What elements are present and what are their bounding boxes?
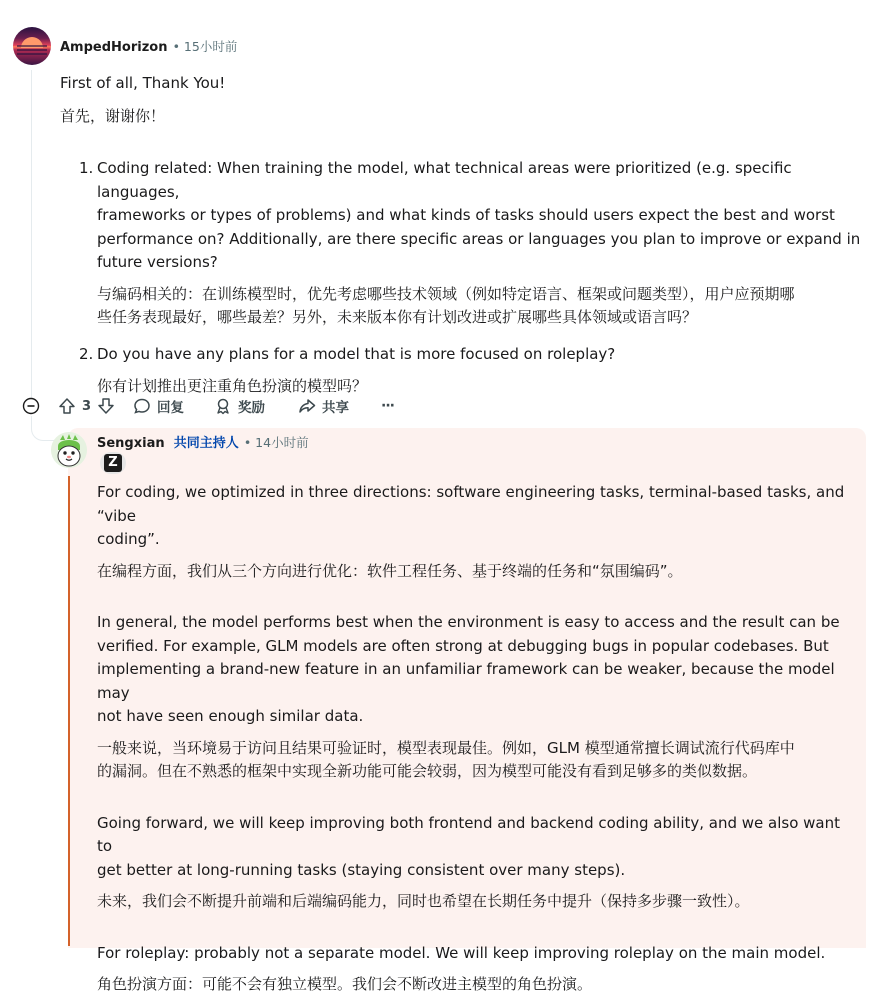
reply-body bbox=[97, 481, 857, 997]
text-line: get better at long-running tasks (staying consistent over many steps). bbox=[97, 860, 626, 879]
text-line: coding”. bbox=[97, 530, 160, 548]
question-en-line: future versions? bbox=[97, 253, 218, 271]
paragraph bbox=[97, 481, 857, 552]
reply-label: 回复 bbox=[157, 400, 185, 416]
text-line: 在编程方面，我们从三个方向进行优化：软件工程任务、基于终端的任务和“氛围编码”。 bbox=[97, 561, 683, 580]
list-item bbox=[79, 343, 869, 399]
thread-line[interactable] bbox=[68, 476, 70, 946]
text-line: verified. For example, GLM models are often strong at debugging bugs in popular codebases. But bbox=[97, 636, 829, 655]
author-name[interactable]: Sengxian bbox=[97, 436, 165, 451]
award-label: 奖励 bbox=[238, 400, 266, 416]
question-en-line: Coding related: When training the model, what technical areas were prioritized (e.g. specific languages, bbox=[97, 159, 792, 201]
moderator-badge: 共同主持人 bbox=[173, 436, 239, 451]
thread-line[interactable] bbox=[31, 70, 32, 398]
text-line: 一般来说，当环境易于访问且结果可验证时，模型表现最佳。例如，GLM 模型通常擅长调试流行代码库中 bbox=[97, 738, 795, 757]
comment-header bbox=[97, 432, 309, 451]
question-zh-line: 你有计划推出更注重角色扮演的模型吗？ bbox=[97, 377, 368, 395]
downvote-icon[interactable] bbox=[97, 397, 115, 415]
text-line: For roleplay: probably not a separate model. We will keep improving roleplay on the main model. bbox=[97, 943, 826, 962]
author-name[interactable]: AmpedHorizon bbox=[60, 40, 168, 55]
question-en-line: performance on? Additionally, are there specific areas or languages you plan to improve or expand in bbox=[97, 229, 861, 248]
question-en-line: Do you have any plans for a model that is more focused on roleplay? bbox=[97, 344, 616, 363]
z-logo-icon: Z bbox=[104, 454, 122, 472]
share-icon bbox=[298, 397, 316, 415]
list-item bbox=[79, 157, 869, 330]
intro-zh: 首先，谢谢你！ bbox=[60, 106, 166, 125]
comment-time[interactable]: 15小时前 bbox=[183, 39, 238, 54]
paragraph bbox=[97, 611, 857, 729]
question-en-line: frameworks or types of problems) and what kinds of tasks should users expect the best and worst bbox=[97, 206, 835, 224]
collapse-icon[interactable] bbox=[22, 397, 40, 415]
award-button[interactable] bbox=[214, 396, 265, 416]
text-line: Going forward, we will keep improving both frontend and backend coding ability, and we also want to bbox=[97, 813, 840, 855]
text-line: In general, the model performs best when the environment is easy to access and the result can be bbox=[97, 613, 840, 631]
question-zh-line: 与编码相关的：在训练模型时，优先考虑哪些技术领域（例如特定语言、框架或问题类型），用户应预期哪 bbox=[97, 284, 795, 303]
share-label: 共享 bbox=[322, 400, 350, 416]
upvote-icon[interactable] bbox=[58, 397, 76, 415]
text-line: not have seen enough similar data. bbox=[97, 707, 364, 725]
paragraph bbox=[97, 812, 857, 883]
more-options-button[interactable]: ··· bbox=[381, 398, 395, 414]
text-line: 的漏洞。但在不熟悉的框架中实现全新功能可能会较弱，因为模型可能没有看到足够多的类似数据。 bbox=[97, 762, 758, 780]
text-line: implementing a brand-new feature in an unfamiliar framework can be weaker, because the model may bbox=[97, 660, 835, 702]
award-icon bbox=[214, 397, 232, 415]
comment-body bbox=[60, 72, 860, 128]
list-number: 2. bbox=[79, 344, 94, 363]
paragraph bbox=[97, 737, 857, 784]
text-line: For coding, we optimized in three directions: software engineering tasks, terminal-based tasks, and “vibe bbox=[97, 483, 845, 525]
paragraph bbox=[97, 973, 857, 997]
text-line: 角色扮演方面：可能不会有独立模型。我们会不断改进主模型的角色扮演。 bbox=[97, 975, 593, 993]
paragraph bbox=[97, 890, 857, 914]
comment-time[interactable]: 14小时前 bbox=[255, 435, 309, 450]
avatar[interactable] bbox=[13, 27, 51, 65]
text-line: 未来，我们会不断提升前端和后端编码能力，同时也希望在长期任务中提升（保持多步骤一致性）。 bbox=[97, 892, 750, 910]
avatar[interactable] bbox=[51, 432, 87, 468]
share-button[interactable] bbox=[298, 396, 349, 416]
meta-separator: • bbox=[243, 435, 256, 450]
vote-group bbox=[58, 397, 115, 415]
paragraph bbox=[97, 560, 857, 584]
intro-en: First of all, Thank You! bbox=[60, 74, 226, 92]
question-zh-line: 些任务表现最好，哪些最差？另外，未来版本你有计划改进或扩展哪些具体领域或语言吗？ bbox=[97, 308, 698, 326]
list-number: 1. bbox=[79, 159, 94, 177]
meta-separator: • bbox=[172, 39, 184, 54]
paragraph bbox=[97, 942, 857, 966]
action-bar bbox=[22, 395, 394, 417]
reply-button[interactable] bbox=[133, 396, 184, 416]
comment-icon bbox=[133, 397, 151, 415]
vote-count: 3 bbox=[82, 398, 92, 414]
question-list bbox=[79, 157, 869, 399]
comment-header bbox=[60, 36, 237, 55]
